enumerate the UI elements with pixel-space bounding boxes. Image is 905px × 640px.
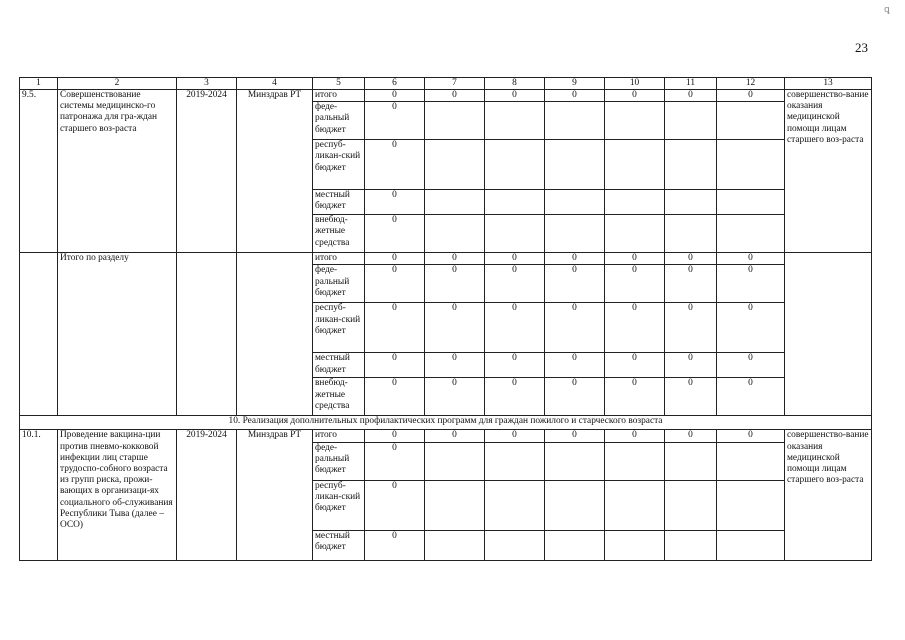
- amount-cell: 0: [665, 430, 717, 442]
- amount-cell: [605, 102, 665, 140]
- page-number: 23: [855, 40, 868, 55]
- funding-source: итого: [313, 253, 365, 265]
- amount-cell: [425, 215, 485, 253]
- amount-cell: [485, 480, 545, 530]
- amount-cell: 0: [365, 530, 425, 560]
- funding-source: феде-ральный бюджет: [313, 442, 365, 480]
- amount-cell: [545, 102, 605, 140]
- amount-cell: 0: [425, 253, 485, 265]
- amount-cell: 0: [485, 353, 545, 378]
- amount-cell: 0: [485, 430, 545, 442]
- amount-cell: 0: [365, 190, 425, 215]
- amount-cell: [717, 480, 785, 530]
- amount-cell: 0: [365, 430, 425, 442]
- amount-cell: [605, 190, 665, 215]
- amount-cell: [425, 190, 485, 215]
- amount-cell: [485, 102, 545, 140]
- amount-cell: 0: [545, 265, 605, 303]
- amount-cell: [545, 530, 605, 560]
- item-result: совершенство-вание оказания медицинской помощи лицам старшего воз-раста: [785, 430, 872, 560]
- header-cell-1: 1: [20, 78, 58, 90]
- amount-cell: 0: [485, 378, 545, 416]
- amount-cell: [485, 530, 545, 560]
- amount-cell: [717, 102, 785, 140]
- amount-cell: 0: [717, 378, 785, 416]
- amount-cell: 0: [365, 215, 425, 253]
- table-row: [20, 253, 872, 265]
- funding-source: местный бюджет: [313, 190, 365, 215]
- amount-cell: 0: [365, 303, 425, 353]
- item-number: [20, 253, 58, 416]
- amount-cell: 0: [545, 430, 605, 442]
- amount-cell: 0: [365, 253, 425, 265]
- amount-cell: 0: [365, 265, 425, 303]
- amount-cell: [717, 442, 785, 480]
- amount-cell: [665, 140, 717, 190]
- amount-cell: 0: [425, 90, 485, 102]
- amount-cell: [545, 190, 605, 215]
- amount-cell: 0: [485, 90, 545, 102]
- amount-cell: 0: [717, 265, 785, 303]
- header-row: [20, 78, 872, 90]
- table-body: [20, 78, 872, 561]
- amount-cell: [605, 140, 665, 190]
- amount-cell: 0: [605, 265, 665, 303]
- amount-cell: [605, 442, 665, 480]
- header-cell-4: 4: [237, 78, 313, 90]
- amount-cell: 0: [665, 378, 717, 416]
- amount-cell: 0: [665, 353, 717, 378]
- item-name: Итого по разделу: [58, 253, 177, 416]
- table-row: [20, 90, 872, 102]
- amount-cell: 0: [605, 378, 665, 416]
- amount-cell: [665, 190, 717, 215]
- amount-cell: 0: [717, 303, 785, 353]
- amount-cell: [545, 480, 605, 530]
- section-title: 10. Реализация дополнительных профилактических программ для граждан пожилого и старческого возраста: [20, 416, 872, 430]
- item-years: [177, 253, 237, 416]
- amount-cell: 0: [545, 303, 605, 353]
- item-years: 2019-2024: [177, 430, 237, 560]
- amount-cell: [425, 140, 485, 190]
- amount-cell: [485, 140, 545, 190]
- funding-source: респуб-ликан-ский бюджет: [313, 303, 365, 353]
- amount-cell: 0: [717, 353, 785, 378]
- amount-cell: 0: [665, 253, 717, 265]
- amount-cell: 0: [717, 90, 785, 102]
- amount-cell: 0: [545, 353, 605, 378]
- funding-source: внебюд-жетные средства: [313, 378, 365, 416]
- amount-cell: [485, 442, 545, 480]
- amount-cell: 0: [425, 265, 485, 303]
- amount-cell: 0: [605, 303, 665, 353]
- amount-cell: [717, 140, 785, 190]
- amount-cell: 0: [545, 90, 605, 102]
- funding-source: респуб-ликан-ский бюджет: [313, 140, 365, 190]
- amount-cell: [605, 530, 665, 560]
- amount-cell: [665, 102, 717, 140]
- amount-cell: 0: [605, 253, 665, 265]
- amount-cell: 0: [545, 378, 605, 416]
- amount-cell: [665, 442, 717, 480]
- section-row: [20, 416, 872, 430]
- amount-cell: 0: [365, 90, 425, 102]
- header-cell-12: 12: [717, 78, 785, 90]
- item-result: [785, 253, 872, 416]
- item-name: Совершенствование системы медицинско-го патронажа для гра-ждан старшего воз-раста: [58, 90, 177, 253]
- amount-cell: [545, 215, 605, 253]
- amount-cell: 0: [545, 253, 605, 265]
- funding-source: феде-ральный бюджет: [313, 265, 365, 303]
- amount-cell: 0: [665, 303, 717, 353]
- amount-cell: [717, 190, 785, 215]
- item-name: Проведение вакцина-ции против пневмо-кокковой инфекции лиц старше трудоспо-собного возраста из групп риска, прожи-вающих в организаци-ях социального об-служивания Республики Тыва (далее – ОСО): [58, 430, 177, 560]
- amount-cell: 0: [425, 353, 485, 378]
- amount-cell: 0: [665, 90, 717, 102]
- amount-cell: [717, 215, 785, 253]
- corner-mark: ꝗ: [884, 4, 890, 14]
- amount-cell: 0: [425, 378, 485, 416]
- header-cell-2: 2: [58, 78, 177, 90]
- header-cell-11: 11: [665, 78, 717, 90]
- amount-cell: 0: [425, 303, 485, 353]
- item-number: 9.5.: [20, 90, 58, 253]
- item-executor: Минздрав РТ: [237, 90, 313, 253]
- header-cell-7: 7: [425, 78, 485, 90]
- amount-cell: [485, 215, 545, 253]
- funding-source: итого: [313, 430, 365, 442]
- funding-source: итого: [313, 90, 365, 102]
- amount-cell: 0: [485, 265, 545, 303]
- amount-cell: [605, 480, 665, 530]
- amount-cell: 0: [365, 140, 425, 190]
- amount-cell: [605, 215, 665, 253]
- amount-cell: 0: [365, 353, 425, 378]
- amount-cell: 0: [665, 265, 717, 303]
- header-cell-3: 3: [177, 78, 237, 90]
- amount-cell: 0: [425, 430, 485, 442]
- amount-cell: [425, 442, 485, 480]
- amount-cell: 0: [485, 303, 545, 353]
- program-table: [19, 77, 872, 561]
- amount-cell: 0: [717, 430, 785, 442]
- header-cell-10: 10: [605, 78, 665, 90]
- amount-cell: [425, 480, 485, 530]
- funding-source: феде-ральный бюджет: [313, 102, 365, 140]
- amount-cell: [545, 442, 605, 480]
- amount-cell: 0: [365, 378, 425, 416]
- amount-cell: 0: [605, 90, 665, 102]
- header-cell-13: 13: [785, 78, 872, 90]
- amount-cell: 0: [717, 253, 785, 265]
- amount-cell: [717, 530, 785, 560]
- funding-source: внебюд-жетные средства: [313, 215, 365, 253]
- amount-cell: [425, 530, 485, 560]
- header-cell-9: 9: [545, 78, 605, 90]
- item-years: 2019-2024: [177, 90, 237, 253]
- amount-cell: 0: [605, 430, 665, 442]
- amount-cell: [545, 140, 605, 190]
- amount-cell: 0: [605, 353, 665, 378]
- funding-source: местный бюджет: [313, 530, 365, 560]
- header-cell-5: 5: [313, 78, 365, 90]
- amount-cell: 0: [485, 253, 545, 265]
- amount-cell: [665, 215, 717, 253]
- header-cell-6: 6: [365, 78, 425, 90]
- amount-cell: [425, 102, 485, 140]
- table-row: [20, 430, 872, 442]
- funding-source: местный бюджет: [313, 353, 365, 378]
- amount-cell: [485, 190, 545, 215]
- amount-cell: [665, 530, 717, 560]
- amount-cell: [665, 480, 717, 530]
- amount-cell: 0: [365, 102, 425, 140]
- funding-source: респуб-ликан-ский бюджет: [313, 480, 365, 530]
- header-cell-8: 8: [485, 78, 545, 90]
- item-executor: [237, 253, 313, 416]
- amount-cell: 0: [365, 442, 425, 480]
- item-number: 10.1.: [20, 430, 58, 560]
- amount-cell: 0: [365, 480, 425, 530]
- item-result: совершенство-вание оказания медицинской помощи лицам старшего воз-раста: [785, 90, 872, 253]
- item-executor: Минздрав РТ: [237, 430, 313, 560]
